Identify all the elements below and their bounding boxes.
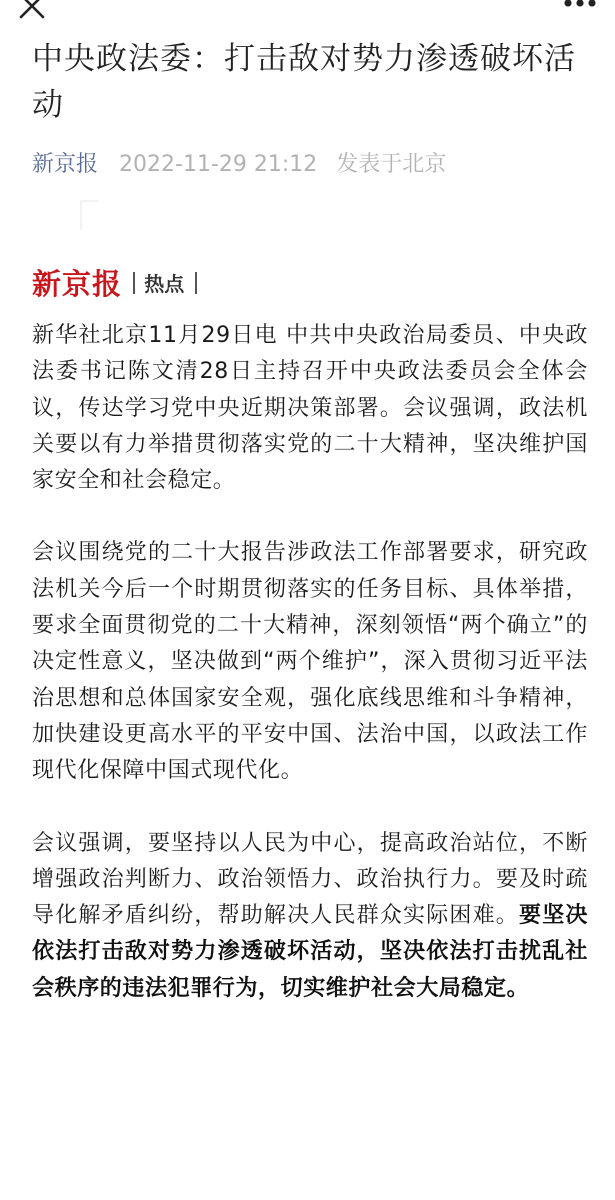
- brand-logo: 新京报: [32, 267, 123, 301]
- brand-section-tag: 热点: [144, 272, 185, 296]
- paragraph-text: 会议围绕党的二十大报告涉政法工作部署要求，研究政法机关今后一个时期贯彻落实的任务目标、具体举措，要求全面贯彻党的二十大精神，深刻领悟“两个确立”的决定性意义，坚决做到“两个维护”，深入贯彻习近平法治思想和总体国家安全观，强化底线思维和斗争精神，加快建设更高水平的平安中国、法治中国，以政法工作现代化保障中国式现代化。: [32, 540, 588, 784]
- brand-divider: [195, 272, 197, 294]
- article-paragraph: [32, 826, 588, 1007]
- article-body: [32, 318, 588, 1007]
- brand-divider: [133, 272, 135, 294]
- paragraph-text: 会议强调，要坚持以人民为中心，提高政治站位，不断增强政治判断力、政治领悟力、政治执行力。要及时疏导化解矛盾纠纷，帮助解决人民群众实际困难。: [32, 830, 588, 929]
- source-link[interactable]: 新京报: [32, 152, 99, 177]
- article-paragraph: [32, 318, 588, 499]
- close-icon[interactable]: [18, 0, 46, 20]
- paragraph-bold-text: 要坚决依法打击敌对势力渗透破坏活动，坚决依法打击扰乱社会秩序的违法犯罪行为，切实维护社会大局稳定。: [32, 903, 588, 1001]
- article-title: 中央政法委：打击敌对势力渗透破坏活动: [32, 41, 576, 123]
- brand-header: [32, 262, 201, 302]
- faint-watermark-mark: [80, 200, 98, 230]
- paragraph-text: 新华社北京11月29日电 中共中央政治局委员、中央政法委书记陈文清28日主持召开中央政法委员会全体会议，传达学习党中央近期决策部署。会议强调，政法机关要以有力举措贯彻落实党的二十大精神，坚决维护国家安全和社会稳定。: [32, 323, 588, 494]
- article-paragraph: [32, 535, 588, 789]
- more-icon[interactable]: [563, 0, 597, 12]
- publish-location: 发表于北京: [336, 152, 447, 177]
- top-toolbar: [0, 0, 615, 26]
- publish-datetime: 2022-11-29 21:12: [119, 152, 318, 177]
- article-meta: [32, 150, 446, 180]
